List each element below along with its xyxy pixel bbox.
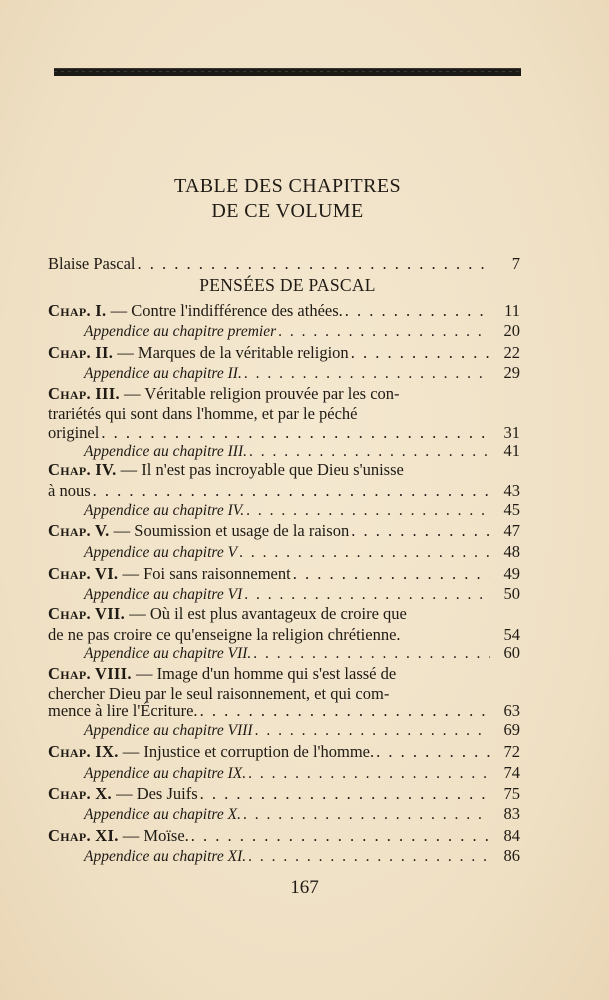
chapter-number: Chap. V. — [48, 521, 110, 540]
chapter-number: Chap. III. — [48, 384, 120, 403]
toc-entry-chap-6 — [48, 563, 520, 584]
page-number: 29 — [503, 363, 520, 382]
page-number: 74 — [503, 763, 520, 782]
page-number: 69 — [503, 720, 520, 739]
dot-leader — [93, 480, 490, 501]
chapter-title: — Où il est plus avantageux de croire que — [129, 604, 407, 623]
toc-appendix-10 — [84, 803, 520, 824]
dot-leader — [345, 300, 490, 321]
toc-appendix-1 — [84, 320, 520, 341]
toc-entry-chap-7 — [48, 604, 520, 624]
chapter-title-line — [48, 604, 520, 624]
chapter-number: Chap. X. — [48, 784, 112, 803]
appendix-title: Appendice au chapitre IV. — [84, 502, 245, 519]
dot-leader — [278, 321, 490, 342]
toc-entry-chap-9 — [48, 741, 520, 762]
chapter-title: — Contre l'indifférence des athées. — [110, 301, 343, 320]
dot-leader — [239, 542, 490, 563]
appendix-title: Appendice au chapitre II. — [84, 365, 242, 382]
toc-entry-label: Blaise Pascal — [48, 254, 136, 273]
appendix-title: Appendice au chapitre IX. — [84, 765, 247, 782]
chapter-title-end: de ne pas croire ce qu'enseigne la religion chrétienne. — [48, 625, 401, 644]
page-number: 48 — [503, 542, 520, 561]
page-number: 60 — [503, 643, 520, 662]
appendix-title: Appendice au chapitre X. — [84, 806, 241, 823]
toc-entry-chap-4 — [48, 460, 520, 480]
dot-leader — [248, 846, 490, 867]
page-number: 11 — [504, 301, 520, 320]
dot-leader — [376, 741, 490, 762]
dot-leader — [191, 825, 490, 846]
chapter-number: Chap. I. — [48, 301, 107, 320]
toc-appendix-6 — [84, 583, 520, 604]
toc-appendix-5 — [84, 541, 520, 562]
dot-leader — [293, 563, 490, 584]
page-number: 47 — [503, 521, 520, 540]
dot-leader — [243, 804, 490, 825]
toc-entry-chap-3 — [48, 384, 520, 424]
appendix-title: Appendice au chapitre VI — [84, 586, 243, 603]
toc-entry-chap-5 — [48, 520, 520, 541]
toc-entry-chap-1 — [48, 300, 520, 321]
dot-leader — [351, 520, 490, 541]
toc-appendix-9 — [84, 762, 520, 783]
chapter-title: — Injustice et corruption de l'homme. — [122, 742, 375, 761]
toc-entry-chap-4-end — [48, 480, 520, 501]
dot-leader — [244, 363, 490, 384]
chapter-title: — Soumission et usage de la raison — [113, 521, 350, 540]
page-number: 84 — [503, 826, 520, 845]
toc-appendix-2 — [84, 362, 520, 383]
toc-entry-chap-11 — [48, 825, 520, 846]
chapter-title: — Image d'un homme qui s'est lassé de — [135, 664, 397, 683]
page-number: 49 — [503, 564, 520, 583]
chapter-number: Chap. VIII. — [48, 664, 132, 683]
chapter-title: — Moïse. — [122, 826, 189, 845]
page-number: 75 — [503, 784, 520, 803]
toc-appendix-4 — [84, 499, 520, 520]
toc-appendix-3 — [84, 440, 520, 461]
page-number: 20 — [503, 321, 520, 340]
chapter-number: Chap. II. — [48, 343, 114, 362]
chapter-number: Chap. IX. — [48, 742, 119, 761]
appendix-title: Appendice au chapitre VII. — [84, 645, 252, 662]
dot-leader — [244, 584, 490, 605]
toc-entry-chap-8-end — [48, 700, 520, 721]
dot-leader — [249, 441, 490, 462]
page-number: 7 — [511, 254, 520, 273]
chapter-title: — Marques de la véritable religion — [117, 343, 349, 362]
page-number: 63 — [503, 701, 520, 720]
chapter-title-end: à nous — [48, 481, 91, 500]
page-title-line-2: DE CE VOLUME — [211, 200, 364, 222]
dot-leader — [255, 720, 490, 741]
dot-leader — [246, 500, 490, 521]
chapter-number: Chap. IV. — [48, 460, 117, 479]
chapter-number: Chap. VI. — [48, 564, 119, 583]
chapter-title: — Des Juifs — [116, 784, 198, 803]
page-number: 83 — [503, 804, 520, 823]
page-number: 86 — [503, 846, 520, 865]
page-number: 41 — [503, 441, 520, 460]
chapter-title-end: originel — [48, 423, 100, 442]
page-number: 22 — [503, 343, 520, 362]
dot-leader — [248, 763, 490, 784]
page-title-line-1: TABLE DES CHAPITRES — [173, 175, 402, 197]
appendix-title: Appendice au chapitre XI. — [84, 848, 247, 865]
toc-entry-chap-2 — [48, 342, 520, 363]
toc-appendix-8 — [84, 719, 520, 740]
toc-appendix-7 — [84, 642, 520, 663]
toc-appendix-11 — [84, 845, 520, 866]
dot-leader — [200, 783, 490, 804]
appendix-title: Appendice au chapitre premier — [84, 323, 277, 340]
chapter-title-line: trariétés qui sont dans l'homme, et par le péché — [48, 404, 358, 423]
page-number: 31 — [503, 423, 520, 442]
page-number: 54 — [503, 625, 520, 644]
dot-leader — [253, 643, 490, 664]
section-title: PENSÉES DE PASCAL — [199, 275, 376, 295]
page-number: 50 — [503, 584, 520, 603]
appendix-title: Appendice au chapitre VIII — [84, 722, 253, 739]
chapter-title: — Foi sans raisonnement — [122, 564, 291, 583]
page-number: 72 — [503, 742, 520, 761]
dot-leader — [200, 700, 490, 721]
chapter-title-line — [48, 460, 520, 480]
dot-leader — [351, 342, 490, 363]
appendix-title: Appendice au chapitre III. — [84, 443, 247, 460]
chapter-title: — Il n'est pas incroyable que Dieu s'unisse — [120, 460, 404, 479]
page-number: 43 — [503, 481, 520, 500]
chapter-title: — Véritable religion prouvée par les con- — [124, 384, 400, 403]
chapter-title-line — [48, 384, 520, 404]
page-folio-number: 167 — [290, 877, 319, 898]
chapter-title-end: mence à lire l'Écriture. — [48, 701, 198, 720]
toc-entry-chap-10 — [48, 783, 520, 804]
chapter-number: Chap. VII. — [48, 604, 126, 623]
chapter-title-line — [48, 664, 520, 684]
appendix-title: Appendice au chapitre V — [84, 544, 238, 561]
toc-entry-chap-8 — [48, 664, 520, 704]
page-number: 45 — [503, 500, 520, 519]
chapter-number: Chap. XI. — [48, 826, 119, 845]
chapter-title-line: chercher Dieu par le seul raisonnement, et qui com- — [48, 684, 390, 703]
